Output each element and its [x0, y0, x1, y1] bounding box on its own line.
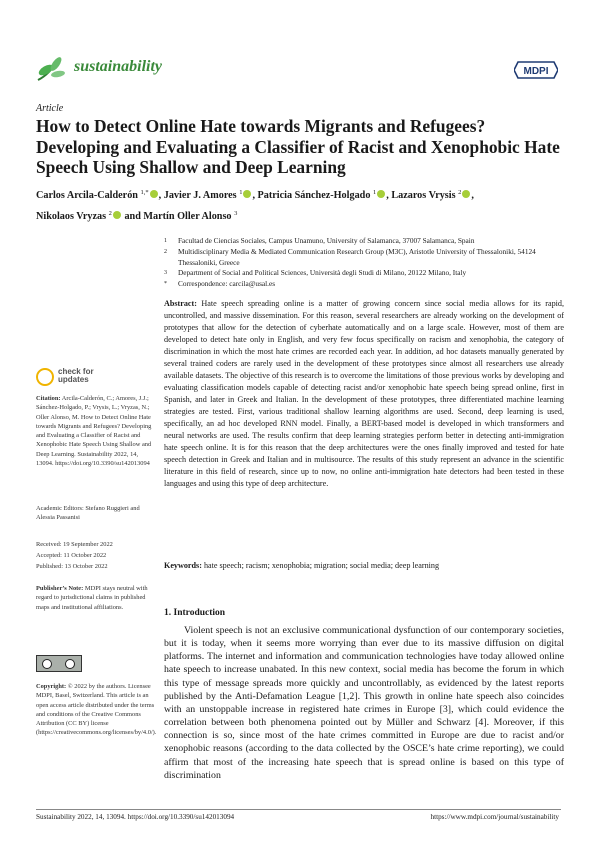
affiliation: 2 Multidisciplinary Media & Mediated Communication Research Group (M3C), Aristotle University of Thessaloniki, 54124 Thessaloniki, Greece	[164, 246, 536, 267]
author-5[interactable]: Nikolaos Vryzas $^2$	[36, 210, 112, 222]
author-3[interactable]: Patricia Sánchez-Holgado $^1$	[257, 189, 377, 201]
footer-journal-url[interactable]: https://www.mdpi.com/journal/sustainability	[430, 813, 559, 821]
copyright: Copyright: © 2022 by the authors. Licensee MDPI, Basel, Switzerland. This article is an open access article distributed under the terms and conditions of the Creative Commons Attribution (CC BY) license (https://creativecommons.org/licenses/by/4.0/).	[36, 683, 157, 737]
date-received: Received: 19 September 2022	[36, 541, 113, 548]
article-type: Article	[36, 103, 64, 114]
abstract: Abstract: Hate speech spreading online is a matter of growing concern since social media allows for its rapid, uncontrolled, and massive dissemination. For this reason, several researchers are already working on the development of prototypes that allow for the detection of cyberhate automatically and on a large scale. However, most of them are developed to detect hate only in English, and very few focus specifically on racism and xenophobia, the category of discrimination in which the most hate crimes are recorded each year. In addition, ad hoc datasets manually generated by several trained coders are rarely used in the development of these prototypes since almost all researchers use already available datasets. The objective of this research is to overcome the limitations of those previous works by developing and evaluating classification models capable of detecting racist and/or xenophobic hate speech being spread online, first in Spanish, and later in Greek and Italian. In the development of these prototypes, three differentiated machine learning strategies are tested. First, various traditional shallow learning algorithms are used. Second, deep learning is used, specifically, an ad hoc developed RNN model. Finally, a BERT-based model is developed in which transformers and neural networks are used. The results confirm that deep learning strategies perform better in detecting anti-immigration hate speech online. It is for this reason that the deep architectures were the ones finally improved and tested for hate speech detection in Greek and Italian and in multisource. The results of this study represent an advance in the scientific literature in this field of research, since up to now, no online anti-immigration hate detectors had been tested in these languages and using this type of deep architecture.	[164, 299, 564, 488]
paper-title: How to Detect Online Hate towards Migrants and Refugees? Developing and Evaluating a Classifier of Racist and Xenophobic Hate Speech Using Shallow and Deep Learning	[36, 116, 560, 177]
mdpi-logo-text: MDPI	[523, 66, 549, 77]
orcid-icon[interactable]	[377, 190, 385, 198]
author-6[interactable]: Martín Oller Alonso $^3$	[143, 210, 238, 222]
keywords: Keywords: hate speech; racism; xenophobia; migration; social media; deep learning	[164, 561, 440, 570]
mdpi-logo	[514, 60, 558, 80]
author-4[interactable]: Lazaros Vrysis $^2$	[391, 189, 462, 201]
author-list: Carlos Arcila-Calderón $^{1,*}$ , Javier J. Amores $^1$ , Patricia Sánchez-Holgado $^1$ , Lazaros Vrysis $^2$ , Nikolaos Vryzas $^2$ and Martín Oller Alonso $^3$	[36, 189, 474, 222]
check-for-updates-badge[interactable]: check for updates	[36, 366, 106, 390]
footer-citation: Sustainability 2022, 14, 13094. https://doi.org/10.3390/su142013094	[36, 813, 235, 821]
author-2[interactable]: Javier J. Amores $^1$	[163, 189, 243, 201]
date-published: Published: 13 October 2022	[36, 563, 108, 570]
citation-block: Citation: Arcila-Calderón, C.; Amores, J.J.; Sánchez-Holgado, P.; Vrysis, L.; Vryzas, N.; Oller Alonso, M. How to Detect Online Hate towards Migrants and Refugees? Developing and Evaluating a Classifier of Racist and Xenophobic Hate Speech Using Shallow and Deep Learning. Sustainability 2022, 14, 13094. https://doi.org/10.3390/su142013094	[36, 395, 152, 468]
section-heading: 1. Introduction	[164, 608, 226, 618]
orcid-icon[interactable]	[150, 190, 158, 198]
publisher-note: Publisher’s Note: MDPI stays neutral with regard to jurisdictional claims in published maps and institutional affiliations.	[36, 585, 148, 611]
author-1[interactable]: Carlos Arcila-Calderón $^{1,*}$	[36, 189, 149, 201]
orcid-icon[interactable]	[113, 211, 121, 219]
affiliation: 1 Facultad de Ciencias Sociales, Campus Unamuno, University of Salamanca, 37007 Salamanca, Spain	[164, 236, 475, 245]
affiliation: * Correspondence: carcila@usal.es	[164, 279, 276, 289]
check-updates-icon	[36, 368, 54, 386]
cc-by-license-icon[interactable]	[36, 655, 82, 672]
orcid-icon[interactable]	[462, 190, 470, 198]
affiliations	[164, 236, 564, 290]
footer-rule	[36, 809, 561, 810]
orcid-icon[interactable]	[243, 190, 251, 198]
affiliation: 3 Department of Social and Political Sciences, Università degli Studi di Milano, 20122 Milano, Italy	[164, 268, 467, 278]
date-accepted: Accepted: 11 October 2022	[36, 552, 107, 559]
journal-logo-icon	[36, 54, 68, 84]
academic-editors: Academic Editors: Stefano Ruggieri and Alessia Passanisi	[36, 505, 140, 522]
journal-name: sustainability	[74, 58, 163, 75]
introduction-paragraph: Violent speech is not an exclusive communicational dysfunction of our contemporary societies, but it is today, when it seems more worrying than ever due to its massive diffusion on digital platforms. The internet and information and communication technologies have today allowed online hate speech to increase unabated. In this new context, social media has become the forum in which this type of message spreads more quickly and uncontrollably, as evidenced by the latest reports published by the Anti-Defamation League [1,2]. This growth in online hate speech also coincides with an unstoppable increase in registered hate crimes in Europe [3], which could evidence the correlation between both phenomena pointed out by Müller and Schwarz [4]. Moreover, if this connection is so, since most of the hate crimes committed in Europe are due to racist and/or xenophobic reasons (according to the data collected by the OSCE’s hate crime reporting), we could affirm that most of the increasing hate speech that is spread online is based on this type of discrimination	[164, 625, 564, 781]
